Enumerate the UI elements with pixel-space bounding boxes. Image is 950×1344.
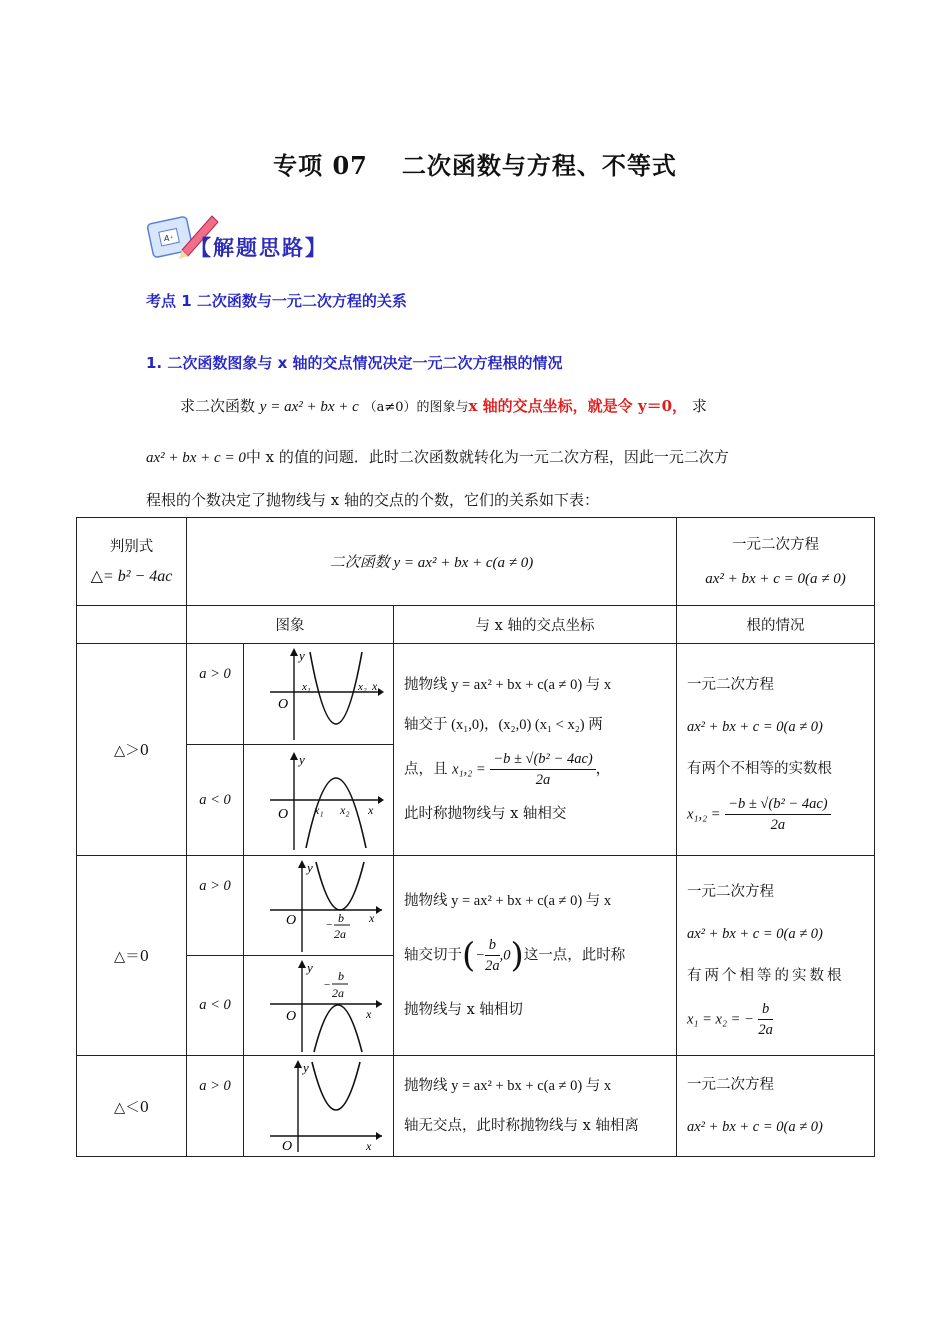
roots-desc-zero: 一元二次方程 ax² + bx + c = 0(a ≠ 0) 有两个相等的实数根 x₁ = x₂ = − $\frac{b}{2a}$ — [677, 856, 875, 1056]
svg-text:2a: 2a — [333, 926, 346, 941]
svg-text:−: − — [325, 918, 332, 931]
svg-text:x₁: x₁ — [313, 803, 323, 817]
intersection-desc-positive: 抛物线 y = ax² + bx + c(a ≠ 0) 与 x 轴交于 (x₁,0)，(x₂,0) (x₁ < x₂) 两 点，且 x₁,₂ = $\frac{\text{−b ± √(b² − 4ac)}}{2a}$ ， 此时称抛物线与 x 轴相交 — [394, 644, 677, 856]
svg-text:x: x — [371, 679, 377, 693]
graph-zero-aneg — [244, 956, 394, 1056]
svg-text:2a: 2a — [331, 985, 344, 1000]
title-part1: 专项 07 — [273, 151, 368, 180]
badge-text: 【解题思路】 — [190, 236, 328, 260]
a-negative-label: a < 0 — [187, 956, 244, 1056]
svg-text:y: y — [298, 648, 305, 663]
header-function: 二次函数 y = ax² + bx + c(a ≠ 0) — [187, 518, 677, 606]
svg-text:x: x — [365, 1006, 371, 1021]
section-heading: 考点 1 二次函数与一元二次方程的关系 — [146, 292, 407, 310]
svg-text:A⁺: A⁺ — [164, 234, 174, 243]
graph-neg-apos — [244, 1056, 394, 1157]
disc-negative: △＜0 — [77, 1056, 187, 1157]
parabola-up-no-roots — [254, 1058, 384, 1154]
svg-text:O: O — [281, 1139, 292, 1154]
paragraph-line-3: 程根的个数决定了抛物线与 x 轴的交点的个数，它们的关系如下表： — [146, 491, 599, 509]
a-negative-label: a < 0 — [187, 745, 244, 856]
svg-text:x₂: x₂ — [339, 803, 349, 817]
graph-pos-apos — [244, 644, 394, 745]
header-roots: 根的情况 — [677, 606, 875, 644]
formula: y = ax² + bx + c — [259, 399, 359, 415]
a-positive-label: a > 0 — [187, 856, 244, 956]
intersection-desc-zero: 抛物线 y = ax² + bx + c(a ≠ 0) 与 x 轴交切于(− $\frac{b}{2a}$ ,0)这一点，此时称 抛物线与 x 轴相切 — [394, 856, 677, 1056]
parabola-down-tangent — [254, 958, 384, 1054]
header-intersection: 与 x 轴的交点坐标 — [394, 606, 677, 644]
disc-positive: △＞0 — [77, 644, 187, 856]
roots-desc-positive: 一元二次方程 ax² + bx + c = 0(a ≠ 0) 有两个不相等的实数根 x₁,₂ = $\frac{\text{−b ± √(b² − 4ac)}}{2a}$ — [677, 644, 875, 856]
highlight-text: x 轴的交点坐标，就是令 y＝0， — [468, 397, 688, 415]
header-discriminant: 判别式 △= b² − 4ac — [77, 518, 187, 606]
subsection-heading: 1. 二次函数图象与 x 轴的交点情况决定一元二次方程根的情况 — [146, 354, 563, 372]
svg-text:y: y — [306, 859, 313, 875]
header-equation: 一元二次方程 ax² + bx + c = 0(a ≠ 0) — [677, 518, 875, 606]
intersection-desc-negative: 抛物线 y = ax² + bx + c(a ≠ 0) 与 x 轴无交点，此时称抛物线与 x 轴相离 — [394, 1056, 677, 1157]
graph-zero-apos — [244, 856, 394, 956]
title-part2: 二次函数与方程、不等式 — [401, 151, 677, 180]
roots-desc-negative: 一元二次方程 ax² + bx + c = 0(a ≠ 0) — [677, 1056, 875, 1157]
a-positive-label: a > 0 — [187, 1056, 244, 1157]
graph-pos-aneg — [244, 745, 394, 856]
a-positive-label: a > 0 — [187, 644, 244, 745]
svg-text:x: x — [367, 803, 373, 817]
formula: ax² + bx + c = 0 — [146, 450, 246, 466]
svg-text:O: O — [285, 1008, 296, 1024]
parabola-up-two-roots — [254, 646, 384, 742]
svg-text:y: y — [302, 1060, 309, 1075]
svg-text:x₁: x₁ — [301, 681, 311, 693]
svg-text:x: x — [365, 1139, 371, 1153]
svg-text:b: b — [337, 910, 344, 925]
paragraph-line-1: 求二次函数 y = ax² + bx + c （a≠0）的图象与x 轴的交点坐标，就是令 y＝0， 求 — [180, 397, 707, 415]
header-graph: 图象 — [187, 606, 394, 644]
svg-text:x: x — [368, 910, 374, 925]
disc-zero: △＝0 — [77, 856, 187, 1056]
svg-text:O: O — [285, 912, 296, 928]
svg-text:y: y — [306, 959, 313, 975]
relationship-table — [76, 517, 875, 1157]
parabola-up-tangent — [254, 858, 384, 954]
section-badge — [146, 210, 346, 274]
svg-text:y: y — [298, 752, 305, 767]
paragraph-line-2: ax² + bx + c = 0中 x 的值的问题．此时二次函数就转化为一元二次方程，因此一元二次方 — [146, 448, 729, 466]
svg-text:−: − — [323, 978, 330, 991]
svg-text:x₂: x₂ — [357, 681, 367, 693]
svg-text:O: O — [277, 697, 288, 712]
svg-text:O: O — [277, 807, 288, 822]
svg-text:b: b — [337, 968, 344, 983]
page-title — [0, 146, 950, 181]
parabola-down-two-roots — [254, 748, 384, 852]
